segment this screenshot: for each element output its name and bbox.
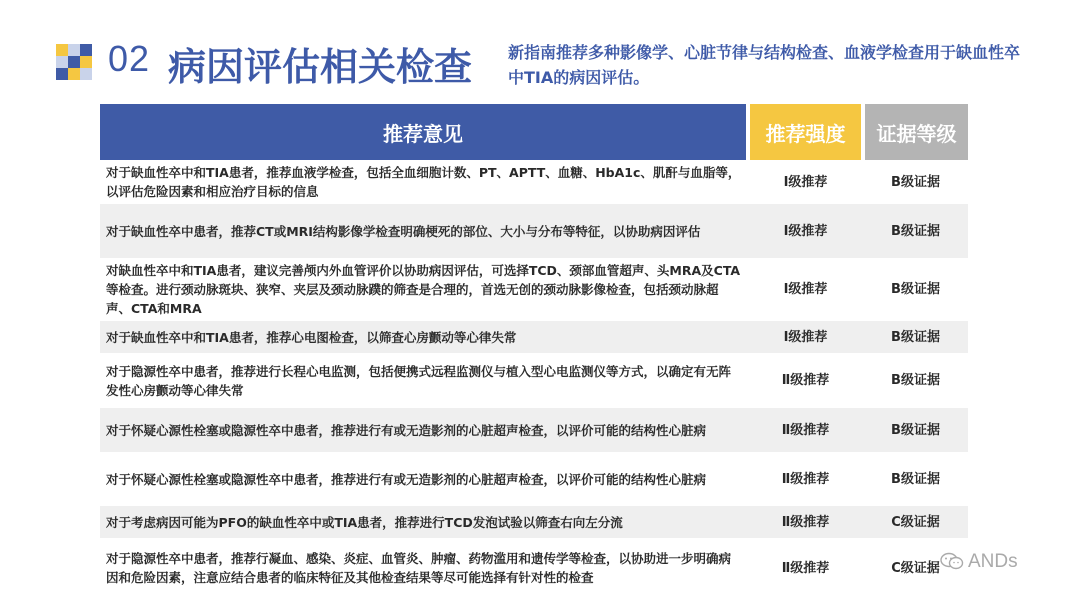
table-row — [100, 538, 968, 598]
table-row — [100, 452, 968, 506]
header-evidence: 证据等级 — [863, 104, 968, 160]
strength-cell: Ⅱ级推荐 — [748, 353, 863, 408]
recommendation-text: 对于隐源性卒中患者，推荐进行长程心电监测，包括便携式远程监测仪与植入型心电监测仪等方式，以确定有无阵发性心房颤动等心律失常 — [100, 353, 748, 408]
evidence-cell: B级证据 — [863, 452, 968, 506]
strength-cell: Ⅰ级推荐 — [748, 321, 863, 353]
recommendation-text: 对于怀疑心源性栓塞或隐源性卒中患者，推荐进行有或无造影剂的心脏超声检查，以评价可能的结构性心脏病 — [100, 452, 748, 506]
recommendation-text: 对缺血性卒中和TIA患者，建议完善颅内外血管评价以协助病因评估，可选择TCD、颈部血管超声、头MRA及CTA等检查。进行颈动脉斑块、狭窄、夹层及颈动脉蹼的筛查是合理的，首选无创的颈动脉影像检查，包括颈动脉超声、CTA和MRA — [100, 258, 748, 321]
strength-cell: Ⅱ级推荐 — [748, 452, 863, 506]
header-recommendation: 推荐意见 — [100, 104, 748, 160]
strength-cell: Ⅰ级推荐 — [748, 204, 863, 258]
table-row — [100, 204, 968, 258]
table-row — [100, 258, 968, 321]
recommendation-text: 对于缺血性卒中和TIA患者，推荐血液学检查，包括全血细胞计数、PT、APTT、血糖、HbA1c、肌酐与血脂等，以评估危险因素和相应治疗目标的信息 — [100, 160, 748, 204]
evidence-cell: B级证据 — [863, 160, 968, 204]
evidence-cell: C级证据 — [863, 506, 968, 538]
evidence-cell: B级证据 — [863, 204, 968, 258]
watermark-text: ANDs — [968, 551, 1018, 572]
strength-cell: Ⅰ级推荐 — [748, 160, 863, 204]
wechat-icon — [940, 552, 964, 570]
strength-cell: Ⅰ级推荐 — [748, 258, 863, 321]
header-strength: 推荐强度 — [748, 104, 863, 160]
recommendation-table — [100, 104, 968, 598]
evidence-cell: C级证据 — [863, 538, 968, 598]
table-row — [100, 353, 968, 408]
recommendation-text: 对于缺血性卒中患者，推荐CT或MRI结构影像学检查明确梗死的部位、大小与分布等特征，以协助病因评估 — [100, 204, 748, 258]
strength-cell: Ⅱ级推荐 — [748, 408, 863, 452]
section-number: 02 — [108, 38, 151, 79]
watermark — [940, 551, 1018, 573]
recommendation-text: 对于考虑病因可能为PFO的缺血性卒中或TIA患者，推荐进行TCD发泡试验以筛查右向左分流 — [100, 506, 748, 538]
strength-cell: Ⅱ级推荐 — [748, 538, 863, 598]
table-row — [100, 321, 968, 353]
table-row — [100, 160, 968, 204]
table-header-row — [100, 104, 968, 160]
evidence-cell: B级证据 — [863, 408, 968, 452]
recommendation-text: 对于隐源性卒中患者，推荐行凝血、感染、炎症、血管炎、肿瘤、药物滥用和遗传学等检查，以协助进一步明确病因和危险因素，注意应结合患者的临床特征及其他检查结果等尽可能选择有针对性的检查 — [100, 538, 748, 598]
evidence-cell: B级证据 — [863, 258, 968, 321]
page-subtitle: 新指南推荐多种影像学、心脏节律与结构检查、血液学检查用于缺血性卒中TIA的病因评估。 — [508, 43, 1021, 87]
recommendation-text: 对于缺血性卒中和TIA患者，推荐心电图检查，以筛查心房颤动等心律失常 — [100, 321, 748, 353]
evidence-cell: B级证据 — [863, 353, 968, 408]
page-title: 病因评估相关检查 — [168, 45, 473, 89]
strength-cell: Ⅱ级推荐 — [748, 506, 863, 538]
table-row — [100, 506, 968, 538]
evidence-cell: B级证据 — [863, 321, 968, 353]
table-row — [100, 408, 968, 452]
recommendation-text: 对于怀疑心源性栓塞或隐源性卒中患者，推荐进行有或无造影剂的心脏超声检查，以评价可能的结构性心脏病 — [100, 408, 748, 452]
logo-mark — [56, 44, 92, 80]
